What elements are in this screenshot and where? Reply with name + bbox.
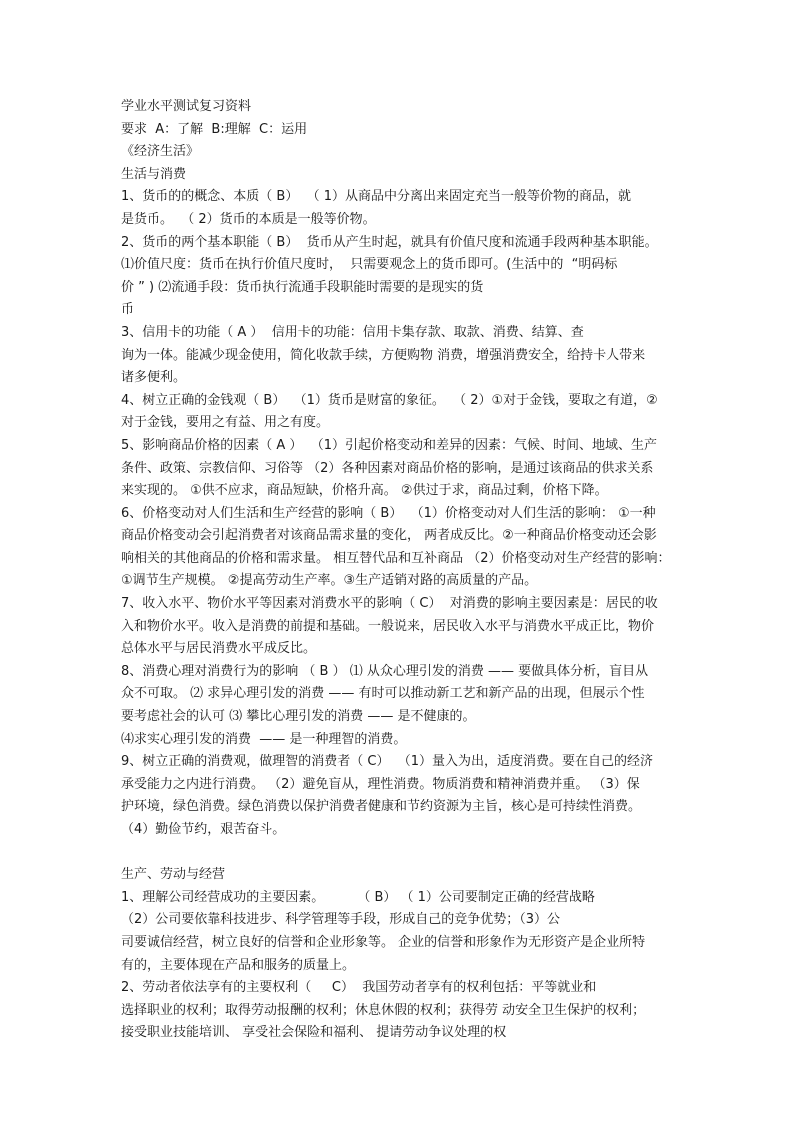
text-line: 入和物价水平。收入是消费的前提和基础。一般说来，居民收入水平与消费水平成正比，物价 <box>121 618 655 634</box>
text-line: 响相关的其他商品的价格和需求量。 相互替代品和互补商品 （2）价格变动对生产经营的影响： <box>121 550 671 566</box>
section-heading: 生活与消费 <box>121 166 187 182</box>
section-body <box>121 186 721 841</box>
text-line: 要考虑社会的认可 ⑶ 攀比心理引发的消费 —— 是不健康的。 <box>121 709 476 725</box>
text-line: 众不可取。 ⑵ 求异心理引发的消费 —— 有时可以推动新工艺和新产品的出现，但展示个性 <box>121 686 645 702</box>
text-line: 5、影响商品价格的因素（ A ） （1）引起价格变动和差异的因素：气候、时间、地域、生产 <box>121 437 657 453</box>
document-page <box>121 96 721 1045</box>
text-line: 司要诚信经营，树立良好的信誉和企业形象等。 企业的信誉和形象作为无形资产是企业所特 <box>121 934 646 950</box>
text-line: 2、劳动者依法享有的主要权利（ C） 我国劳动者享有的权利包括：平等就业和 <box>121 980 597 996</box>
text-line: 对于金钱，要用之有益、用之有度。 <box>121 415 330 431</box>
text-line: 总体水平与居民消费水平成反比。 <box>121 641 317 657</box>
text-line: ①调节生产规模。 ②提高劳动生产率。③生产适销对路的高质量的产品。 <box>121 573 538 589</box>
text-line: 2、货币的两个基本职能（ B） 货币从产生时起，就具有价值尺度和流通手段两种基本职能。 <box>121 234 658 250</box>
text-line: 1、理解公司经营成功的主要因素。 （ B） （ 1）公司要制定正确的经营战略 <box>121 889 595 905</box>
text-line: 币 <box>121 302 135 318</box>
text-line: 询为一体。能减少现金使用，简化收款手续，方便购物 消费，增强消费安全，给持卡人带来 <box>121 347 646 363</box>
text-line: 有的，主要体现在产品和服务的质量上。 <box>121 957 356 973</box>
text-line: 1、货币的的概念、本质（ B） （ 1）从商品中分离出来固定充当一般等价物的商品，就 <box>121 189 631 205</box>
book-title: 《经济生活》 <box>121 144 200 160</box>
text-line: （4）勤俭节约，艰苦奋斗。 <box>121 822 286 837</box>
text-line: 选择职业的权利；取得劳动报酬的权利；休息休假的权利；获得劳 动安全卫生保护的权利； <box>121 1002 646 1018</box>
text-line: 来实现的。 ①供不应求，商品短缺，价格升高。 ②供过于求，商品过剩，价格下降。 <box>121 483 608 499</box>
text-line: 8、消费心理对消费行为的影响 （ B ） ⑴ 从众心理引发的消费 —— 要做具体分析，盲目从 <box>121 663 649 679</box>
text-line: （2）公司要依靠科技进步、科学管理等手段，形成自己的竞争优势；（3）公 <box>121 912 561 928</box>
text-line: 7、收入水平、物价水平等因素对消费水平的影响（ C） 对消费的影响主要因素是：居民的收 <box>121 596 658 612</box>
text-line: 4、树立正确的金钱观（ B） （1）货币是财富的象征。 （ 2）①对于金钱，要取之有道，② <box>121 392 658 408</box>
text-line: 价 ” ) ⑵流通手段：货币执行流通手段职能时需要的是现实的货 <box>121 279 484 295</box>
section-heading: 生产、劳动与经营 <box>121 867 226 883</box>
text-line: 接受职业技能培训、 享受社会保险和福利、 提请劳动争议处理的权 <box>121 1025 507 1041</box>
requirement-line: 要求 A：了解 B:理解 C：运用 <box>121 121 308 137</box>
text-line: 6、价格变动对人们生活和生产经营的影响（ B） （1）价格变动对人们生活的影响： ①一种 <box>121 505 656 521</box>
text-line: ⑷求实心理引发的消费 —— 是一种理智的消费。 <box>121 731 407 747</box>
text-line: ⑴价值尺度：货币在执行价值尺度时， 只需要观念上的货币即可。(生活中的 “明码标 <box>121 257 618 273</box>
text-line: 是货币。 （ 2）货币的本质是一般等价物。 <box>121 211 376 227</box>
text-line: 条件、政策、宗教信仰、习俗等 （2）各种因素对商品价格的影响，是通过该商品的供求关系 <box>121 460 654 476</box>
doc-title: 学业水平测试复习资料 <box>121 99 252 114</box>
text-line: 9、树立正确的消费观，做理智的消费者（ C） （1）量入为出，适度消费。要在自己的经济 <box>121 754 654 770</box>
text-line: 商品价格变动会引起消费者对该商品需求量的变化， 两者成反比。②一种商品价格变动还会影 <box>121 528 657 544</box>
text-line: 护环境，绿色消费。绿色消费以保护消费者健康和节约资源为主旨，核心是可持续性消费。 <box>121 799 642 815</box>
paragraph-spacer <box>121 842 721 865</box>
text-line: 承受能力之内进行消费。 （2）避免盲从，理性消费。物质消费和精神消费并重。 （3）保 <box>121 776 640 792</box>
text-line: 诸多便利。 <box>121 370 187 386</box>
section-body <box>121 887 721 1045</box>
text-line: 3、信用卡的功能（ A ） 信用卡的功能：信用卡集存款、取款、消费、结算、查 <box>121 324 584 340</box>
